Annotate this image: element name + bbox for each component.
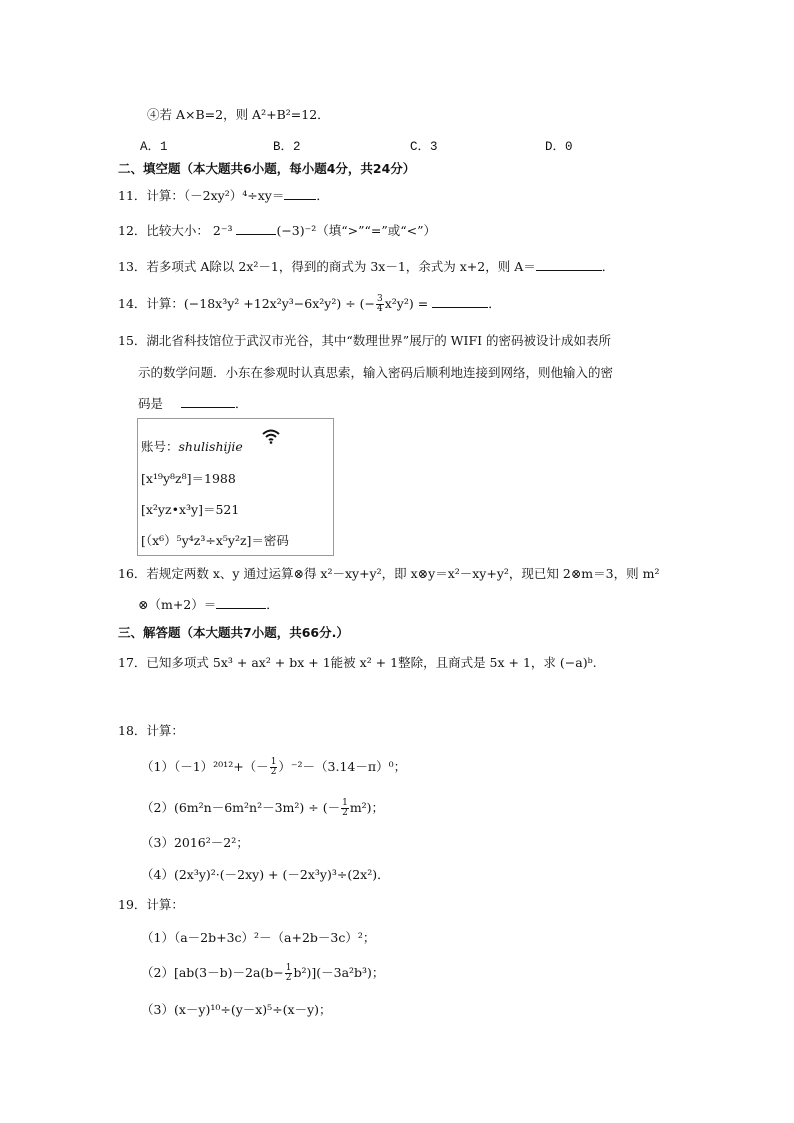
q10-option-a: A．1 [140, 140, 168, 154]
q14-end: ． [488, 296, 501, 311]
q10-option-c: C．3 [410, 140, 438, 154]
frac-numerator: 1 [342, 798, 348, 808]
q15-line2: 示的数学问题．小东在参观时认真思索，输入密码后顺利地连接到网络，则他输入的密 [138, 365, 614, 380]
q19-part1: （1）（a－2b+3c）²－（a+2b－3c）²； [141, 930, 376, 945]
q12-num: 12． [118, 223, 147, 238]
q12-right: (−3)⁻² [276, 223, 317, 238]
q14-blank [432, 295, 488, 308]
q17-text: 已知多项式 5x³ + ax² + bx + 1能被 x² + 1整除，且商式是 5x + 1，求 (−a)ᵇ. [146, 655, 597, 670]
q18-part2-fraction [341, 799, 349, 818]
frac-denominator: 2 [342, 808, 348, 818]
q16-num: 16． [118, 566, 147, 581]
q15-text-3: 码是 [138, 396, 164, 411]
q16-blank [216, 596, 266, 609]
q11-num: 11． [118, 188, 147, 203]
q19-part3: （3）(x－y)¹⁰÷(y－x)⁵÷(x－y)； [141, 1002, 332, 1017]
q18-title [118, 722, 184, 740]
account-label: 账号： [141, 439, 179, 454]
q14-frac-denominator: 4 [377, 304, 383, 314]
q18-part3: （3）2016²－2²； [141, 835, 249, 850]
wifi-row-1: [x¹⁹y⁸z⁸]＝1988 [141, 471, 236, 486]
q14-text: 计算：(−18x³y² +12x²y³−6x²y²) ÷ (− [146, 296, 375, 311]
frac-numerator: 1 [270, 757, 277, 767]
q17 [118, 654, 597, 672]
q11-end: ． [316, 188, 329, 203]
q11 [118, 187, 329, 205]
q13-end: ． [601, 259, 615, 274]
section2-title: 二、填空题（本大题共6小题，每小题4分，共24分） [118, 161, 416, 176]
q15-line3 [138, 395, 248, 413]
q14-frac-numerator: 3 [377, 294, 383, 304]
q10-option-d: D．0 [545, 140, 573, 154]
q18-num: 18． [118, 723, 147, 738]
q19-title [118, 896, 184, 914]
q18-part2-b: m²)； [349, 800, 385, 815]
q19-num: 19． [118, 897, 147, 912]
q12-hint: （填“>”“=”或“<”） [316, 223, 437, 238]
q16-line1 [118, 565, 659, 583]
q12-lead: 比较大小： [146, 223, 209, 238]
frac-denominator: 2 [270, 767, 277, 777]
q18-part1-fraction [270, 758, 278, 777]
q18-title-text: 计算： [146, 723, 184, 738]
q19-part2-fraction [285, 964, 293, 983]
q12-left: 2⁻³ [212, 223, 233, 238]
q12-blank [236, 222, 276, 235]
q14-tail: x²y²) = [384, 296, 429, 311]
frac-denominator: 2 [285, 973, 292, 983]
wifi-row-3: [（x⁶）⁵y⁴z³÷x⁵y²z]＝密码 [141, 533, 289, 548]
q16-text-2: ⊗（m+2）＝ [138, 597, 217, 612]
wifi-row-2: [x²yz•x³y]＝521 [141, 502, 240, 517]
q13 [118, 258, 614, 276]
q17-num: 17． [118, 655, 147, 670]
q16-end: ． [266, 597, 279, 612]
q18-part1-b: ）⁻²－（3.14－π）⁰； [278, 759, 407, 774]
section3-title: 三、解答题（本大题共7小题，共66分.） [118, 625, 349, 640]
q11-text: 计算：（－2xy²）⁴÷xy＝ [146, 188, 285, 203]
q16-text-1: 若规定两数 x、y 通过运算⊗得 x²－xy+y²，即 x⊗y＝x²－xy+y²，现已知 2⊗m＝3，则 m² [146, 566, 660, 581]
q19-part2-a: （2）[ab(3－b)－2a(b− [141, 965, 284, 980]
frac-numerator: 1 [285, 963, 292, 973]
q12 [118, 222, 436, 240]
q15-blank [181, 395, 235, 408]
wifi-icon [262, 428, 280, 444]
q15-text-1: 湖北省科技馆位于武汉市光谷，其中“数理世界”展厅的 WIFI 的密码被设计成如表所 [146, 333, 612, 348]
q13-text: 若多项式 A除以 2x²－1，得到的商式为 3x－1，余式为 x+2，则 A＝ [146, 259, 536, 274]
q14 [118, 295, 501, 314]
q18-part4: （4）(2x³y)²·(－2xy) + (－2x³y)³÷(2x²)． [141, 867, 390, 882]
q19-title-text: 计算： [146, 897, 184, 912]
q10-option-b: B．2 [273, 140, 301, 154]
q18-part2 [141, 799, 384, 818]
q15-end: ． [235, 396, 248, 411]
wifi-account-row [141, 438, 243, 456]
q19-part2 [141, 964, 384, 983]
q18-part2-a: （2）(6m²n－6m²n²－3m²) ÷ (－ [141, 800, 341, 815]
q18-part1-a: （1）（－1）²⁰¹²+（－ [141, 759, 269, 774]
q15-line1 [118, 332, 611, 350]
q13-blank [536, 258, 602, 271]
q11-blank [284, 187, 316, 200]
q19-part2-b: b²)](－3a²b³)； [293, 965, 385, 980]
q14-fraction [376, 295, 384, 314]
q13-num: 13． [118, 259, 147, 274]
q15-num: 15． [118, 333, 147, 348]
q10-item4: ④若 A×B=2，则 A²+B²=12． [147, 107, 330, 122]
q16-line2 [138, 596, 279, 614]
q18-part1 [141, 758, 406, 777]
q14-num: 14． [118, 296, 147, 311]
account-value: shulishijie [178, 439, 243, 454]
wifi-password-table [137, 418, 334, 556]
